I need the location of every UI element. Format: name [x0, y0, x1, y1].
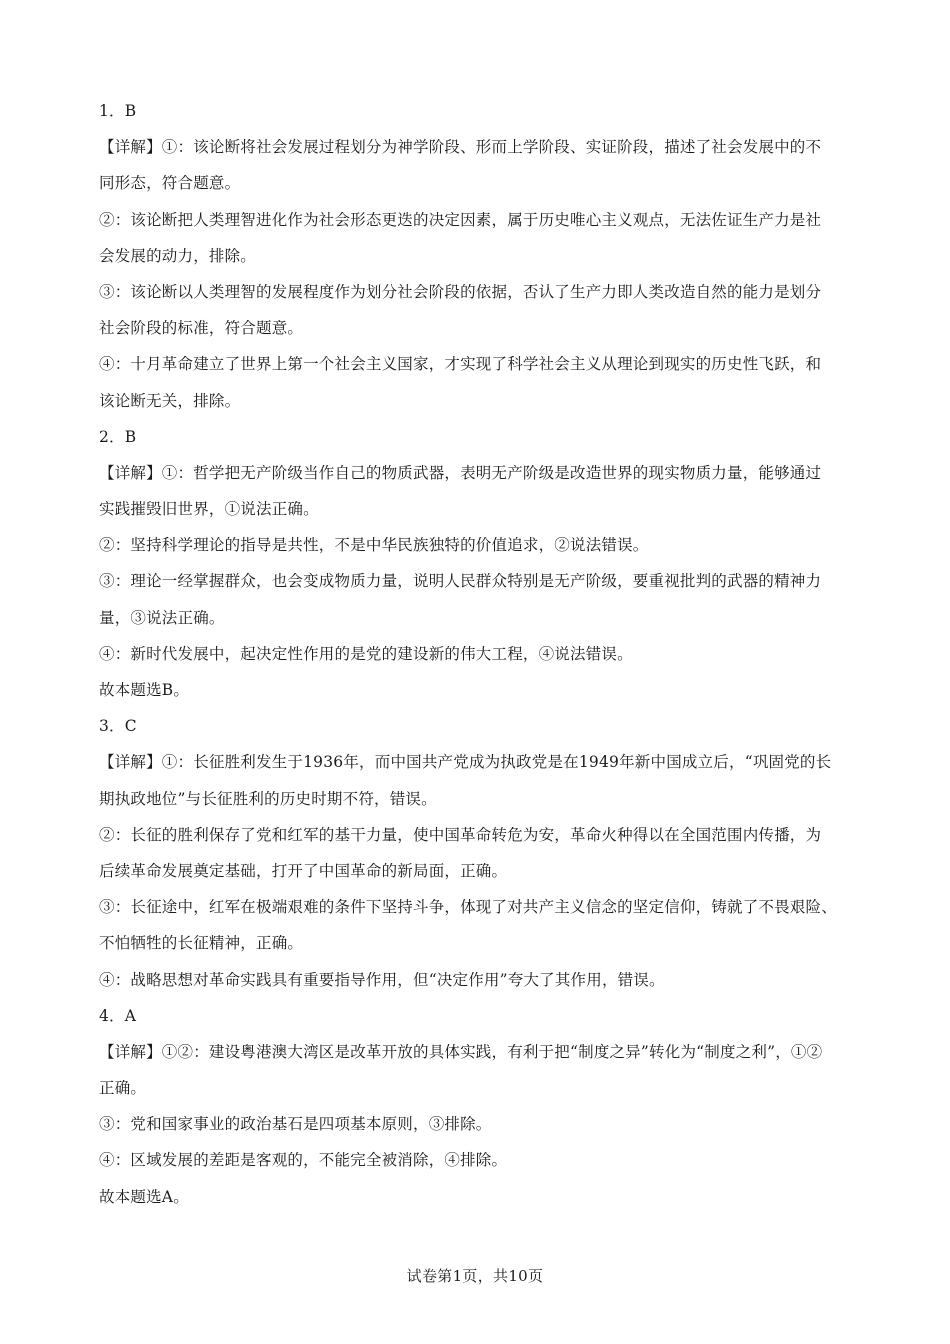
conclusion-line: 故本题选B。	[99, 681, 190, 699]
explanation-line: 【详解】①②：建设粤港澳大湾区是改革开放的具体实践，有利于把“制度之异”转化为“制度之利”，①②	[99, 1042, 823, 1061]
conclusion-line: 故本题选A。	[99, 1187, 189, 1206]
answer-heading-q3: 3．C	[99, 717, 137, 736]
explanation-line: 该论断无关，排除。	[99, 391, 241, 410]
explanation-line: 不怕牺牲的长征精神，正确。	[99, 934, 304, 953]
page-footer: 试卷第1页，共10页	[406, 1267, 544, 1285]
explanation-line: 同形态，符合题意。	[99, 174, 241, 193]
explanation-line: ④：区域发展的差距是客观的，不能完全被消除，④排除。	[99, 1151, 508, 1170]
explanation-line: ③：长征途中，红军在极端艰难的条件下坚持斗争，体现了对共产主义信念的坚定信仰，铸就了不畏艰险、	[99, 898, 837, 917]
explanation-line: ③：该论断以人类理智的发展程度作为划分社会阶段的依据，否认了生产力即人类改造自然的能力是划分	[99, 282, 822, 301]
explanation-line: ④：新时代发展中，起决定性作用的是党的建设新的伟大工程，④说法错误。	[99, 644, 633, 663]
explanation-line: 后续革命发展奠定基础，打开了中国革命的新局面，正确。	[99, 861, 508, 880]
explanation-line: 正确。	[99, 1079, 147, 1098]
explanation-line: ②：该论断把人类理智进化作为社会形态更迭的决定因素，属于历史唯心主义观点，无法佐证生产力是社	[99, 210, 822, 229]
explanation-line: ②：长征的胜利保存了党和红军的基干力量，使中国革命转危为安，革命火种得以在全国范围内传播，为	[99, 825, 822, 844]
explanation-line: ④：十月革命建立了世界上第一个社会主义国家，才实现了科学社会主义从理论到现实的历史性飞跃，和	[99, 355, 822, 374]
explanation-line: 期执政地位”与长征胜利的历史时期不符，错误。	[99, 789, 437, 808]
explanation-line: 实践摧毁旧世界，①说法正确。	[99, 500, 319, 519]
explanation-line: 量，③说法正确。	[99, 608, 225, 627]
explanation-line: 会发展的动力，排除。	[99, 246, 257, 265]
answer-heading-q2: 2．B	[99, 427, 137, 446]
explanation-line: ④：战略思想对革命实践具有重要指导作用，但“决定作用”夸大了其作用，错误。	[99, 970, 665, 989]
answer-document	[99, 93, 859, 1215]
answer-heading-q4: 4．A	[99, 1006, 137, 1025]
explanation-line: 【详解】①：哲学把无产阶级当作自己的物质武器，表明无产阶级是改造世界的现实物质力量，能够通过	[99, 463, 822, 482]
explanation-line: 【详解】①：长征胜利发生于1936年，而中国共产党成为执政党是在1949年新中国成立后，“巩固党的长	[99, 753, 832, 772]
explanation-line: 【详解】①：该论断将社会发展过程划分为神学阶段、形而上学阶段、实证阶段，描述了社会发展中的不	[99, 138, 822, 157]
explanation-line: ②：坚持科学理论的指导是共性，不是中华民族独特的价值追求，②说法错误。	[99, 536, 649, 555]
explanation-line: ③：党和国家事业的政治基石是四项基本原则，③排除。	[99, 1115, 492, 1134]
explanation-line: ③：理论一经掌握群众，也会变成物质力量，说明人民群众特别是无产阶级，要重视批判的武器的精神力	[99, 572, 822, 591]
explanation-line: 社会阶段的标准，符合题意。	[99, 319, 304, 338]
answer-heading-q1: 1．B	[99, 102, 137, 120]
